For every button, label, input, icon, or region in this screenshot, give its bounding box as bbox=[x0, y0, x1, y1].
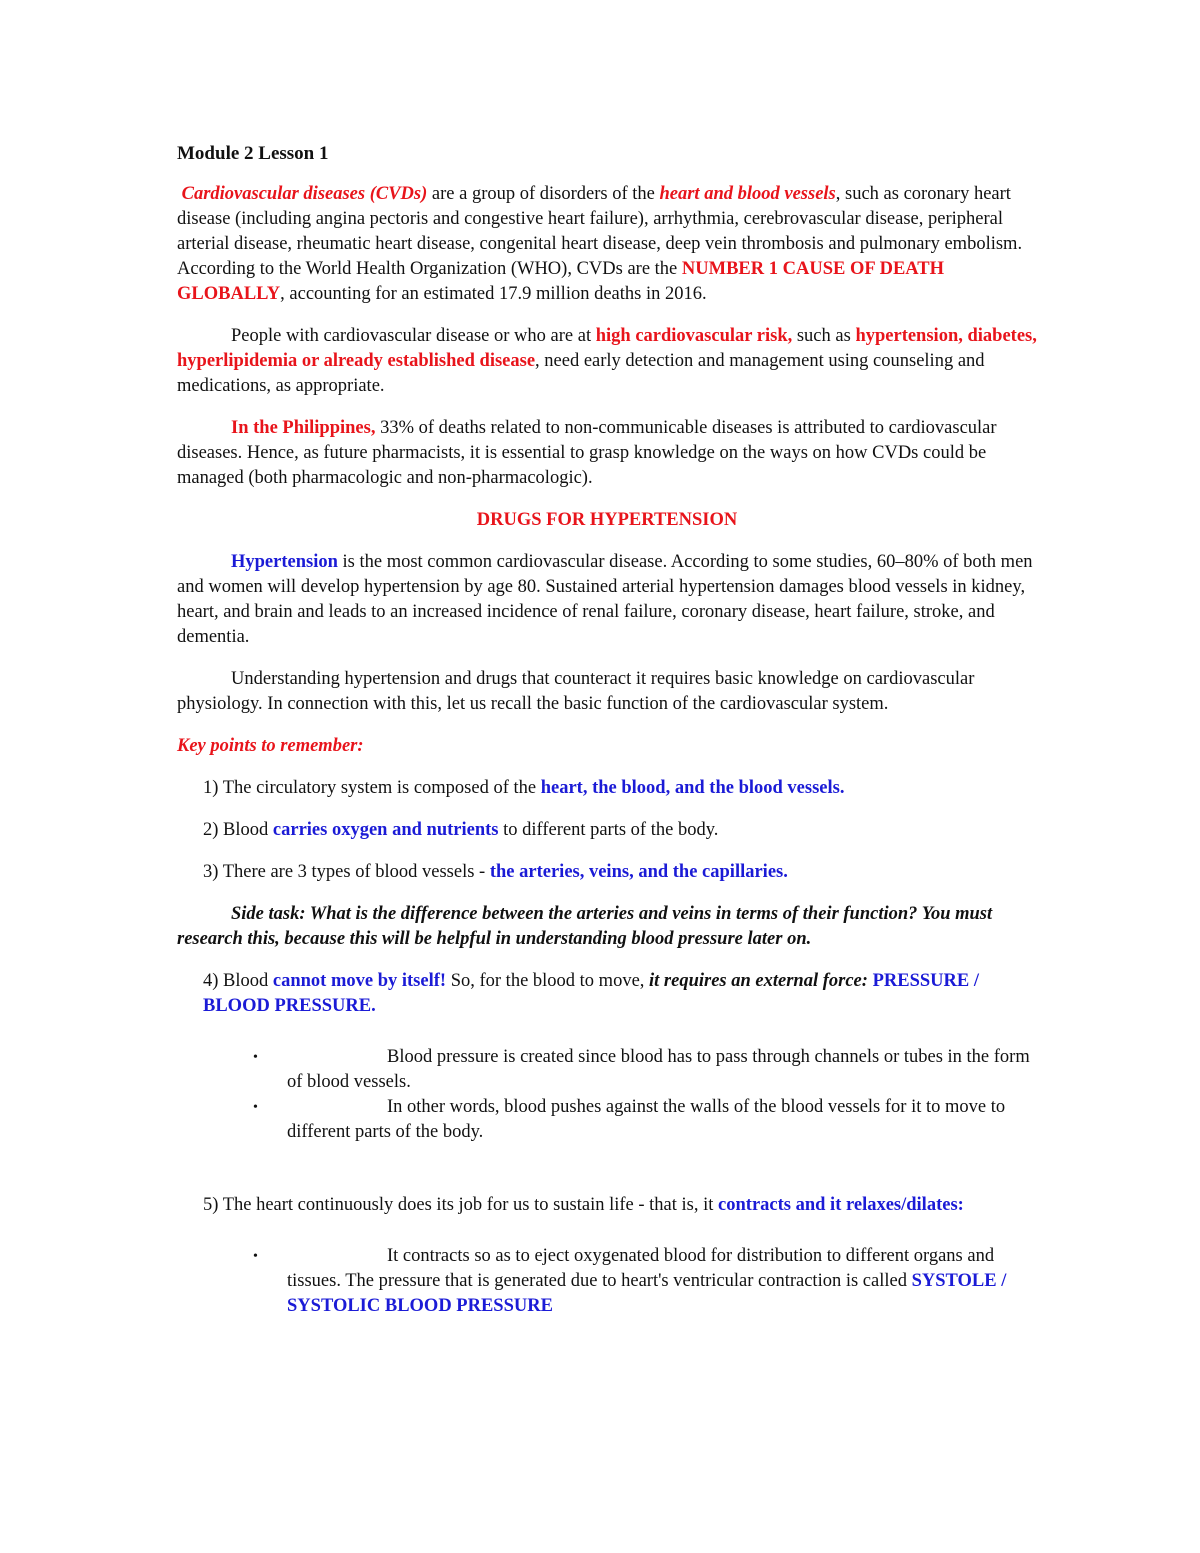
systole-bullets bbox=[177, 1244, 1037, 1319]
bullet-icon: • bbox=[253, 1100, 258, 1115]
section-heading: DRUGS FOR HYPERTENSION bbox=[476, 510, 738, 530]
philippines-paragraph: In the Philippines, 33% of deaths related to non-communicable diseases is attributed to cardiovascular diseases. Hence, as future pharmacists, it is essential to grasp knowledge on the ways on how CVDs could be managed (both pharmacologic and non-pharmacologic). bbox=[177, 418, 997, 488]
physiology-paragraph: Understanding hypertension and drugs that counteract it requires basic knowledge on cardiovascular physiology. In connection with this, let us recall the basic function of the cardiovascular system. bbox=[177, 669, 975, 714]
key-point-3: 3) There are 3 types of blood vessels - the arteries, veins, and the capillaries. bbox=[203, 862, 788, 882]
list-item: • In other words, blood pushes against the walls of the blood vessels for it to move to different parts of the body. bbox=[253, 1097, 1006, 1142]
hypertension-paragraph: Hypertension is the most common cardiovascular disease. According to some studies, 60–80% of both men and women will develop hypertension by age 80. Sustained arterial hypertension damages blood vessels in kidney, heart, and brain and leads to an increased incidence of renal failure, coronary disease, heart failure, stroke, and dementia. bbox=[177, 552, 1033, 647]
document-body bbox=[177, 141, 1037, 1336]
risk-paragraph: People with cardiovascular disease or who are at high cardiovascular risk, such as hypertension, diabetes, hyperlipidemia or already established disease, need early detection and management using counseling and medications, as appropriate. bbox=[177, 326, 1037, 396]
blood-pressure-bullets bbox=[177, 1045, 1037, 1145]
key-point-5: 5) The heart continuously does its job for us to sustain life - that is, it contracts and it relaxes/dilates: bbox=[203, 1195, 964, 1215]
key-point-2: 2) Blood carries oxygen and nutrients to different parts of the body. bbox=[203, 820, 719, 840]
page-title: Module 2 Lesson 1 bbox=[177, 143, 329, 164]
list-item: • Blood pressure is created since blood has to pass through channels or tubes in the form of blood vessels. bbox=[253, 1047, 1030, 1092]
intro-paragraph: Cardiovascular diseases (CVDs) are a group of disorders of the heart and blood vessels, such as coronary heart disease (including angina pectoris and congestive heart failure), arrhythmia, cerebrovascular disease, peripheral arterial disease, rheumatic heart disease, congenital heart disease, deep vein thrombosis and pulmonary embolism. According to the World Health Organization (WHO), CVDs are the NUMBER 1 CAUSE OF DEATH GLOBALLY, accounting for an estimated 17.9 million deaths in 2016. bbox=[177, 184, 1023, 304]
list-item: • It contracts so as to eject oxygenated blood for distribution to different organs and tissues. The pressure that is generated due to heart's ventricular contraction is called SYSTOLE / SYSTOLIC BLOOD PRESSURE bbox=[253, 1246, 1007, 1316]
bullet-icon: • bbox=[253, 1249, 258, 1264]
key-point-1: 1) The circulatory system is composed of the heart, the blood, and the blood vessels. bbox=[203, 778, 845, 798]
key-point-4: 4) Blood cannot move by itself! So, for the blood to move, it requires an external force: PRESSURE / BLOOD PRESSURE. bbox=[203, 971, 979, 1016]
bullet-icon: • bbox=[253, 1050, 258, 1065]
key-points-label: Key points to remember: bbox=[177, 736, 364, 756]
side-task: Side task: What is the difference between the arteries and veins in terms of their function? You must research this, because this will be helpful in understanding blood pressure later on. bbox=[177, 904, 993, 949]
